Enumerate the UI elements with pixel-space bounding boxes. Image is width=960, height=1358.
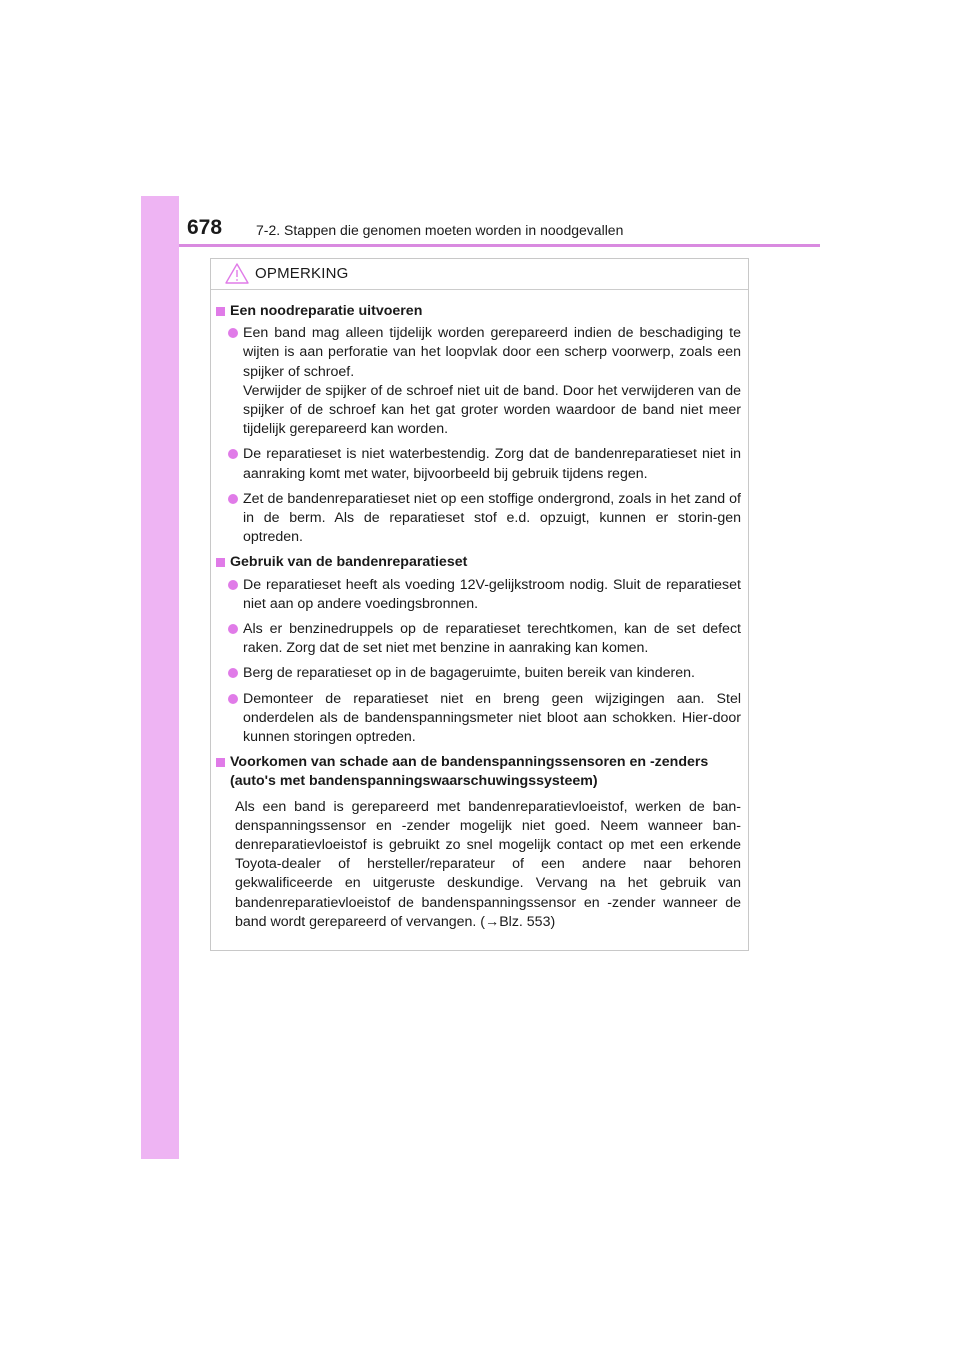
bullet-dot-icon [228, 624, 238, 634]
list-item: Berg de reparatieset op in de bagageruimte, buiten bereik van kinderen. [228, 664, 741, 683]
chapter-side-tab [141, 196, 179, 1159]
notice-header [211, 259, 748, 290]
list-item: De reparatieset is niet waterbestendig. Zorg dat de bandenreparatieset niet in aanraking komt met water, bijvoorbeeld bij gebruik tijdens regen. [228, 445, 741, 483]
bullet-dot-icon [228, 449, 238, 459]
header-divider [179, 244, 820, 247]
list-item: Een band mag alleen tijdelijk worden gerepareerd indien de beschadiging te wijten is aan perforatie van het loopvlak door een scherp voorwerp, zoals een spijker of schroef. Verwijder de spijker of de schroef niet uit de band. Door het verwijderen van de spijker of de schroef kan het gat groter worden waardoor de band niet meer tijdelijk gerepareerd kan worden. [228, 324, 741, 439]
list-item: Demonteer de reparatieset niet en breng geen wijzigingen aan. Stel onderdelen als de bandenspanningsmeter niet bloot aan schokken. Hier-door kunnen storingen optreden. [228, 690, 741, 748]
bullet-dot-icon [228, 494, 238, 504]
square-bullet-icon [216, 558, 225, 567]
section-heading: Voorkomen van schade aan de bandenspanningssensoren en -zenders (auto's met bandenspanningswaarschuwingssysteem) [216, 753, 741, 791]
notice-body [211, 290, 748, 932]
section-paragraph: Als een band is gerepareerd met bandenreparatievloeistof, werken de ban-denspanningssensor en -zender mogelijk niet goed. Neem wanneer ban-denreparatievloeistof is gebruikt zo snel mogelijk contact op met een erkende Toyota-dealer of hersteller/reparateur of een andere naar behoren gekwalificeerde en uitgeruste deskundige. Vervang na het gebruik van bandenreparatievloeistof de bandenspanningssensor en -zender wanneer de band wordt gerepareerd of vervangen. (→Blz. 553) [235, 798, 741, 930]
section-title: 7-2. Stappen die genomen moeten worden in noodgevallen [256, 222, 624, 238]
list-item: De reparatieset heeft als voeding 12V-gelijkstroom nodig. Sluit de reparatieset niet aan op andere voedingsbronnen. [228, 576, 741, 614]
list-item: Als er benzinedruppels op de reparatieset terechtkomen, kan de set defect raken. Zorg dat de set niet met benzine in aanraking kan komen. [228, 620, 741, 658]
page-number: 678 [187, 216, 223, 239]
list-item: Zet de bandenreparatieset niet op een stoffige ondergrond, zoals in het zand of in de berm. Als de reparatieset stof e.d. opzuigt, kunnen er storin-gen optreden. [228, 490, 741, 548]
notice-box [210, 258, 749, 951]
notice-label: OPMERKING [255, 265, 349, 282]
bullet-dot-icon [228, 328, 238, 338]
bullet-dot-icon [228, 694, 238, 704]
bullet-dot-icon [228, 668, 238, 678]
square-bullet-icon [216, 307, 225, 316]
warning-triangle-icon [225, 263, 249, 284]
square-bullet-icon [216, 758, 225, 767]
section-heading: Gebruik van de bandenreparatieset [216, 553, 741, 572]
bullet-dot-icon [228, 580, 238, 590]
section-heading: Een noodreparatie uitvoeren [216, 302, 741, 321]
page-header [179, 196, 820, 248]
